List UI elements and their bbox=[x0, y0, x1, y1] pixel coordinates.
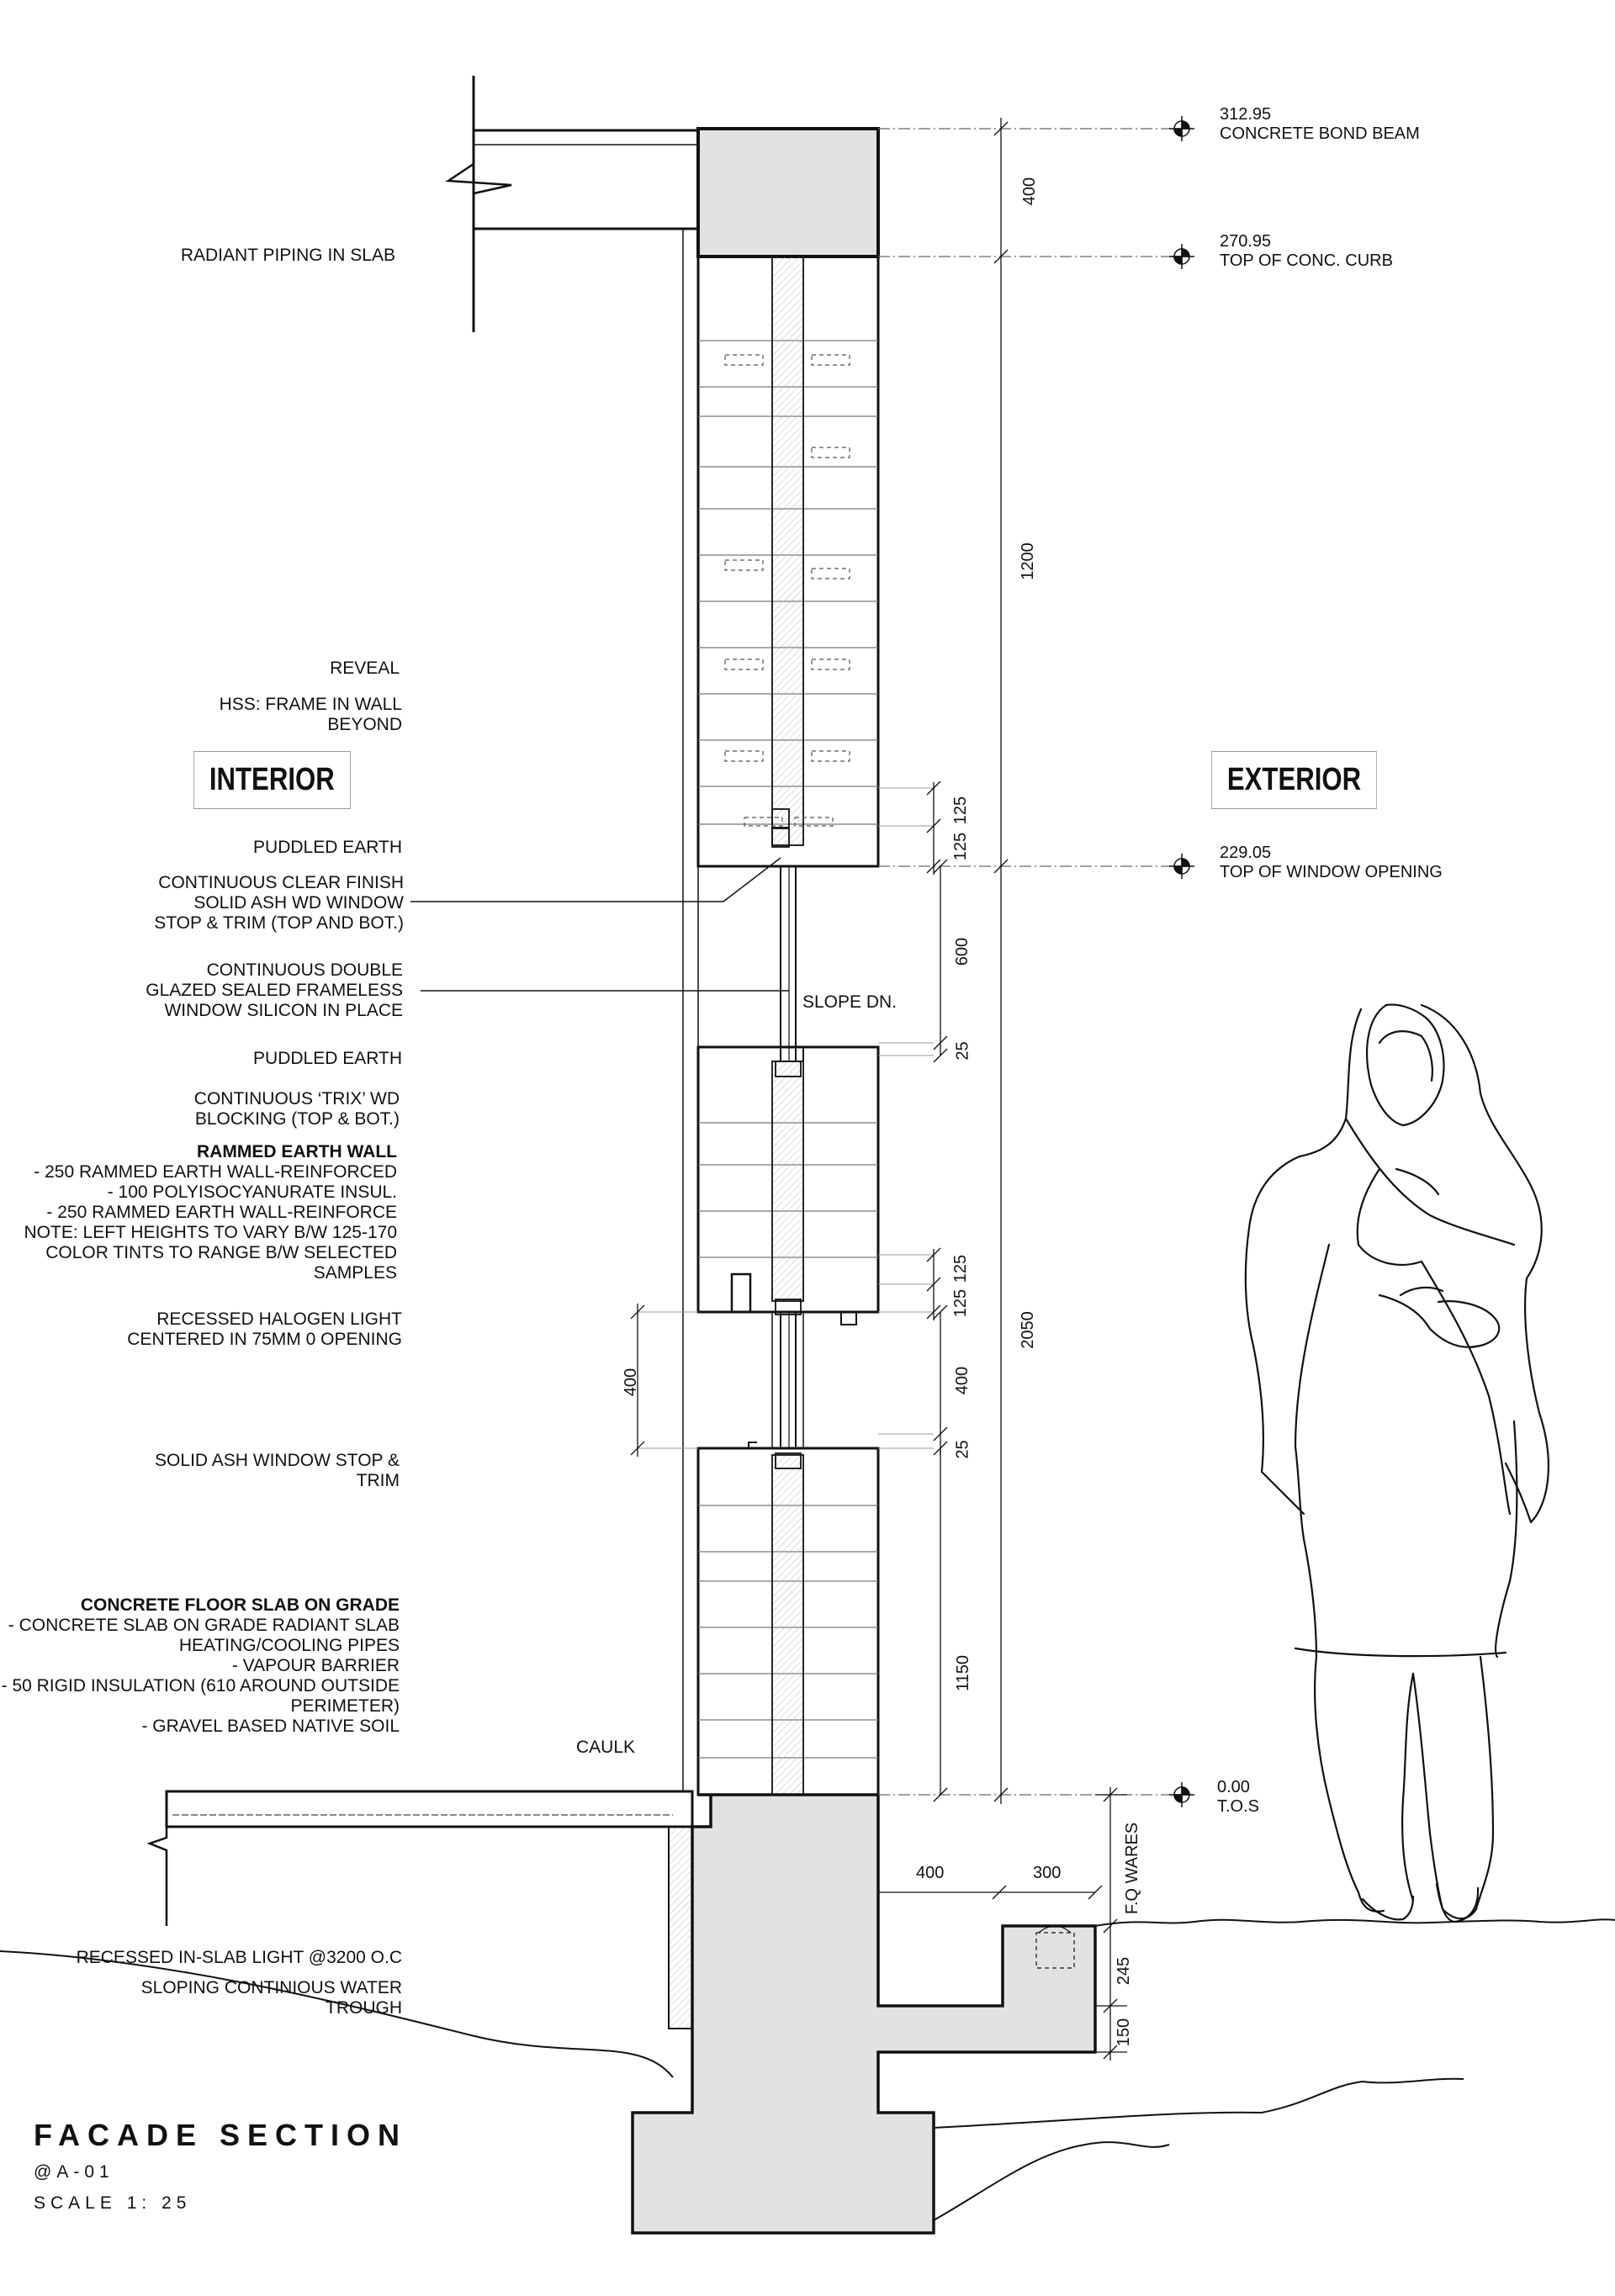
dim-400-trough: 400 bbox=[916, 1864, 945, 1882]
note-slab-body: - CONCRETE SLAB ON GRADE RADIANT SLAB HEATING/COOLING PIPES - VAPOUR BARRIER - 50 RIGID INSULATION (610 AROUND OUTSIDE PERIMETER) - GRAVEL BASED NATIVE SOIL bbox=[1, 1616, 400, 1736]
dim-400-left: 400 bbox=[622, 1368, 641, 1397]
drawing-title: FACADE SECTION bbox=[34, 2118, 408, 2152]
note-slab-heading: CONCRETE FLOOR SLAB ON GRADE bbox=[80, 1595, 400, 1615]
dim-400-mid: 400 bbox=[953, 1366, 972, 1395]
note-rammed-heading: RAMMED EARTH WALL bbox=[197, 1142, 397, 1161]
dim-25a: 25 bbox=[953, 1041, 972, 1061]
dim-1150: 1150 bbox=[954, 1654, 973, 1692]
elevation-window-opening: 229.05 TOP OF WINDOW OPENING bbox=[1220, 844, 1443, 881]
dim-25b: 25 bbox=[953, 1440, 972, 1459]
roof-slab bbox=[448, 76, 698, 1791]
elevation-bond-beam: 312.95 CONCRETE BOND BEAM bbox=[1220, 105, 1420, 143]
fq-wares-label: F.Q WARES bbox=[1123, 1822, 1142, 1915]
dim-300: 300 bbox=[1033, 1864, 1062, 1882]
note-halogen: RECESSED HALOGEN LIGHT CENTERED IN 75MM 0 OPENING bbox=[127, 1309, 402, 1349]
level-lines bbox=[878, 129, 1182, 1795]
rammed-earth-wall bbox=[698, 257, 878, 1795]
note-solid-ash: SOLID ASH WINDOW STOP & TRIM bbox=[155, 1451, 400, 1490]
dim-1200: 1200 bbox=[1018, 542, 1037, 580]
dim-125b: 125 bbox=[951, 832, 971, 861]
dim-2050: 2050 bbox=[1018, 1311, 1037, 1349]
note-caulk: CAULK bbox=[576, 1738, 636, 1757]
elevation-conc-curb: 270.95 TOP OF CONC. CURB bbox=[1220, 232, 1393, 270]
human-figure bbox=[1246, 1005, 1549, 1922]
leader-lines bbox=[410, 858, 789, 991]
note-slope: SLOPE DN. bbox=[802, 992, 898, 1012]
note-radiant-piping: RADIANT PIPING IN SLAB bbox=[180, 246, 395, 265]
dim-600: 600 bbox=[953, 937, 972, 966]
note-water-trough: SLOPING CONTINIOUS WATER TROUGH bbox=[140, 1978, 402, 2018]
note-hss-frame: HSS: FRAME IN WALL BEYOND bbox=[219, 695, 402, 734]
elevation-markers bbox=[1169, 116, 1194, 1807]
note-double-glazed: CONTINUOUS DOUBLE GLAZED SEALED FRAMELESS WINDOW SILICON IN PLACE bbox=[146, 960, 403, 1020]
interior-label: INTERIOR bbox=[193, 751, 351, 809]
foundation bbox=[633, 1795, 1095, 2233]
note-in-slab-light: RECESSED IN-SLAB LIGHT @3200 O.C bbox=[76, 1948, 402, 1967]
dim-400-top: 400 bbox=[1020, 177, 1040, 206]
dim-125d: 125 bbox=[951, 1288, 971, 1318]
dim-245: 245 bbox=[1115, 1956, 1134, 1986]
dim-125a: 125 bbox=[951, 796, 971, 825]
note-trix-blocking: CONTINUOUS ‘TRIX’ WD BLOCKING (TOP & BOT.) bbox=[193, 1089, 400, 1129]
note-puddled-earth-1: PUDDLED EARTH bbox=[253, 838, 402, 857]
dim-125c: 125 bbox=[951, 1254, 971, 1283]
note-reveal: REVEAL bbox=[330, 659, 400, 678]
drawing-scale: SCALE 1: 25 bbox=[34, 2193, 192, 2213]
note-puddled-earth-2: PUDDLED EARTH bbox=[253, 1049, 402, 1068]
bond-beam bbox=[698, 129, 878, 257]
note-rammed-body: - 250 RAMMED EARTH WALL-REINFORCED - 100 POLYISOCYANURATE INSUL. - 250 RAMMED EARTH WALL-REINFORCE NOTE: LEFT HEIGHTS TO VARY B/W 125-170 COLOR TINTS TO RANGE B/W SELECTED SAMPLES bbox=[24, 1162, 397, 1283]
note-ash-window-stop: CONTINUOUS CLEAR FINISH SOLID ASH WD WINDOW STOP & TRIM (TOP AND BOT.) bbox=[154, 873, 404, 933]
sheet-reference: @A-01 bbox=[34, 2162, 114, 2182]
elevation-tos: 0.00 T.O.S bbox=[1217, 1778, 1260, 1816]
dim-150: 150 bbox=[1115, 2018, 1134, 2047]
exterior-label: EXTERIOR bbox=[1211, 751, 1377, 809]
